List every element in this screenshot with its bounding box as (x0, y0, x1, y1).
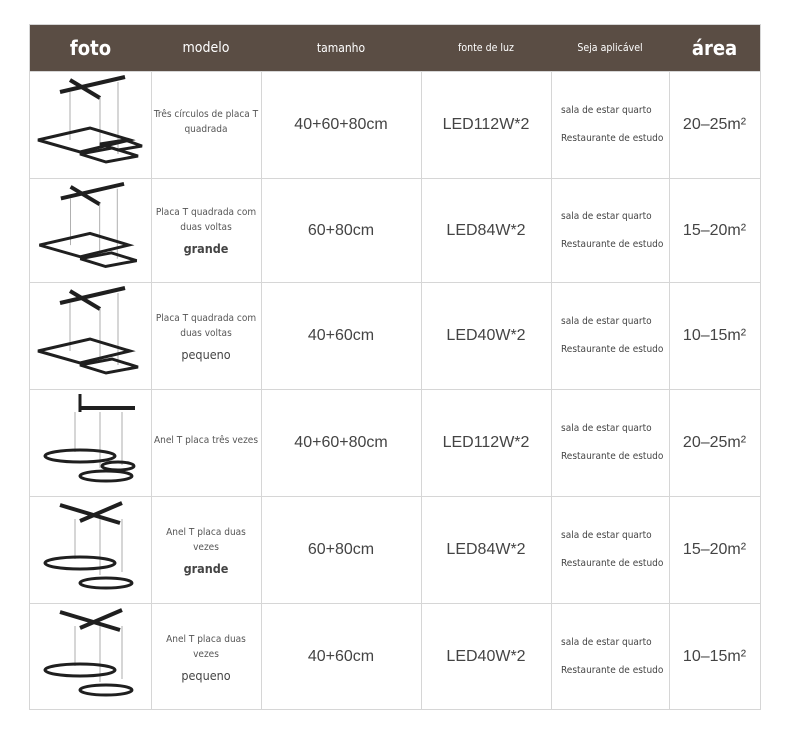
spec-table (29, 24, 761, 710)
modelo-cell (151, 283, 261, 389)
column-divider (669, 71, 670, 709)
tamanho-cell: 40+60+80cm (294, 116, 388, 133)
seja-line-2: Restaurante de estudo (561, 451, 664, 462)
seja-line-1: sala de estar quarto (561, 316, 652, 327)
modelo-cell (151, 497, 261, 603)
modelo-name: Anel T placa duas vezes (166, 526, 246, 553)
tamanho-cell: 40+60+80cm (294, 434, 388, 451)
modelo-name: Três círculos de placa T quadrada (153, 109, 259, 135)
seja-line-1: sala de estar quarto (561, 210, 652, 222)
table-row (30, 603, 760, 710)
column-divider (421, 71, 422, 709)
lamp-photo (30, 283, 151, 389)
table-row (30, 282, 760, 389)
lamp-photo (30, 179, 151, 282)
seja-line-2: Restaurante de estudo (561, 665, 664, 676)
seja-line-1: sala de estar quarto (561, 637, 652, 648)
tamanho-cell: 60+80cm (307, 541, 375, 558)
header-foto: foto (69, 36, 112, 60)
table-row (30, 71, 760, 178)
seja-cell (551, 72, 669, 178)
seja-cell (551, 179, 669, 282)
seja-line-2: Restaurante de estudo (561, 558, 664, 569)
seja-line-2: Restaurante de estudo (561, 133, 664, 144)
area-cell: 10–15m² (682, 327, 747, 344)
modelo-cell (151, 72, 261, 178)
table-row (30, 389, 760, 496)
area-cell: 10–15m² (682, 648, 747, 665)
modelo-size: grande (183, 241, 229, 256)
seja-cell (551, 390, 669, 496)
area-cell: 20–25m² (682, 116, 747, 133)
table-row (30, 496, 760, 603)
modelo-cell (151, 390, 261, 496)
modelo-name: Anel T placa três vezes (153, 434, 259, 446)
square-frames-two-tier-lamp-icon (30, 179, 151, 283)
ring-two-tier-lamp-small-icon (30, 604, 151, 711)
modelo-cell (151, 604, 261, 710)
seja-line-1: sala de estar quarto (561, 423, 652, 434)
header-seja: Seja aplicável (577, 42, 643, 54)
header-tamanho: tamanho (316, 41, 366, 55)
column-divider (551, 71, 552, 709)
seja-line-1: sala de estar quarto (561, 105, 652, 116)
modelo-size: grande (183, 560, 229, 576)
column-divider (261, 71, 262, 709)
seja-cell (551, 283, 669, 389)
lamp-photo (30, 72, 151, 178)
seja-cell (551, 604, 669, 710)
lamp-photo (30, 604, 151, 710)
tamanho-cell: 40+60cm (307, 327, 375, 344)
modelo-name: Placa T quadrada com duas voltas (155, 312, 257, 339)
lamp-photo (30, 390, 151, 496)
modelo-name: Placa T quadrada com duas voltas (155, 207, 257, 233)
column-divider (151, 71, 152, 709)
header-fonte: fonte de luz (458, 42, 514, 54)
modelo-size: pequeno (181, 667, 231, 683)
square-frames-three-tier-lamp-icon (30, 72, 151, 179)
seja-line-2: Restaurante de estudo (561, 344, 664, 355)
fonte-cell: LED40W*2 (446, 327, 526, 344)
fonte-cell: LED112W*2 (442, 434, 530, 451)
ring-three-tier-lamp-icon (30, 390, 151, 497)
seja-cell (551, 497, 669, 603)
seja-line-2: Restaurante de estudo (561, 238, 664, 250)
seja-line-1: sala de estar quarto (561, 530, 652, 541)
square-frames-two-tier-lamp-small-icon (30, 283, 151, 390)
fonte-cell: LED40W*2 (446, 648, 526, 665)
fonte-cell: LED112W*2 (442, 116, 530, 133)
area-cell: 15–20m² (682, 221, 747, 239)
header-area: área (691, 36, 738, 60)
fonte-cell: LED84W*2 (446, 221, 526, 239)
area-cell: 20–25m² (682, 434, 747, 451)
modelo-size: pequeno (181, 346, 231, 362)
header-modelo: modelo (182, 40, 230, 56)
fonte-cell: LED84W*2 (446, 541, 526, 558)
table-header (30, 25, 760, 71)
modelo-name: Anel T placa duas vezes (166, 633, 246, 660)
ring-two-tier-lamp-icon (30, 497, 151, 604)
lamp-photo (30, 497, 151, 603)
area-cell: 15–20m² (682, 541, 747, 558)
table-row (30, 178, 760, 282)
tamanho-cell: 60+80cm (307, 221, 375, 239)
tamanho-cell: 40+60cm (307, 648, 375, 665)
modelo-cell (151, 179, 261, 282)
